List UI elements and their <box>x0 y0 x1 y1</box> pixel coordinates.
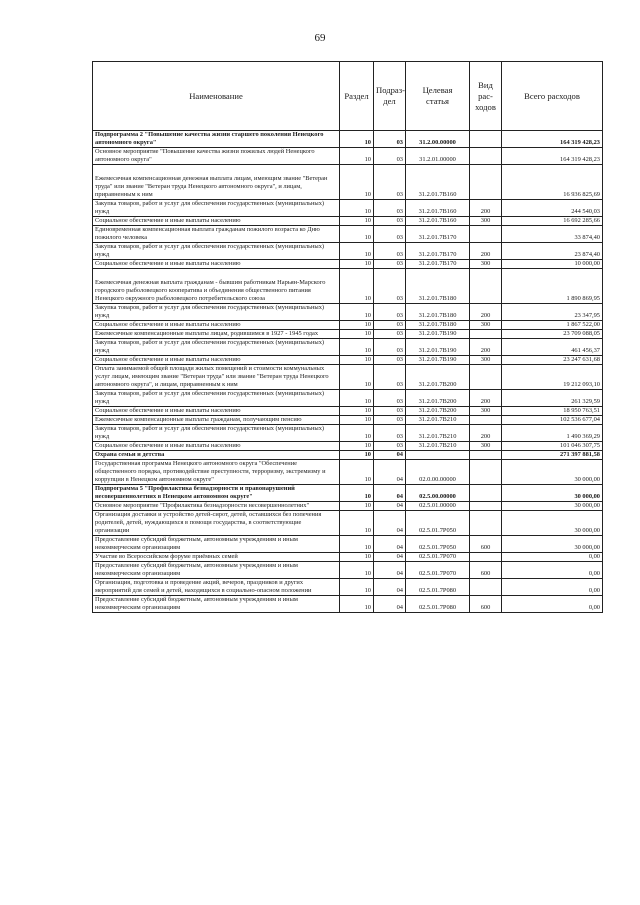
row-subsection: 04 <box>374 451 406 460</box>
row-section: 10 <box>340 511 374 536</box>
row-subsection: 03 <box>374 425 406 442</box>
row-amount: 30 000,00 <box>502 460 603 485</box>
table-row <box>93 416 603 425</box>
row-type <box>470 226 502 243</box>
row-section: 10 <box>340 226 374 243</box>
row-subsection: 04 <box>374 579 406 596</box>
row-name: Социальное обеспечение и иные выплаты населению <box>93 217 340 226</box>
row-subsection: 03 <box>374 217 406 226</box>
row-amount: 33 874,40 <box>502 226 603 243</box>
row-subsection: 03 <box>374 407 406 416</box>
row-amount: 23 347,95 <box>502 304 603 321</box>
row-section: 10 <box>340 217 374 226</box>
row-type: 300 <box>470 407 502 416</box>
table-row <box>93 502 603 511</box>
page-number: 69 <box>314 32 326 44</box>
row-amount: 1 890 869,95 <box>502 269 603 304</box>
row-section: 10 <box>340 200 374 217</box>
row-name: Участие во Всероссийском форуме приёмных семей <box>93 553 340 562</box>
row-type: 300 <box>470 321 502 330</box>
row-subsection: 03 <box>374 321 406 330</box>
table-body <box>93 131 603 613</box>
row-type <box>470 131 502 148</box>
row-name: Единовременная компенсационная выплата гражданам пожилого возраста ко Дню пожилого человека <box>93 226 340 243</box>
row-target: 31.2.01.7В200 <box>406 390 470 407</box>
row-name: Охрана семьи и детства <box>93 451 340 460</box>
row-target: 31.2.01.7В170 <box>406 226 470 243</box>
table-row <box>93 390 603 407</box>
row-type: 200 <box>470 304 502 321</box>
table-row <box>93 579 603 596</box>
row-target: 31.2.01.7В180 <box>406 269 470 304</box>
row-type <box>470 502 502 511</box>
table-row <box>93 243 603 260</box>
row-target: 02.5.01.7Р070 <box>406 562 470 579</box>
row-name: Закупка товаров, работ и услуг для обеспечения государственных (муниципальных) нужд <box>93 200 340 217</box>
row-section: 10 <box>340 390 374 407</box>
row-target: 31.2.01.7В190 <box>406 330 470 339</box>
row-amount: 10 000,00 <box>502 260 603 269</box>
row-target: 31.2.01.7В160 <box>406 200 470 217</box>
row-name: Государственная программа Ненецкого автономного округа "Обеспечение общественного порядка, противодействие преступности, терроризму, экстремизму и коррупции в Ненецком автономном округе" <box>93 460 340 485</box>
row-name: Закупка товаров, работ и услуг для обеспечения государственных (муниципальных) нужд <box>93 339 340 356</box>
row-subsection: 03 <box>374 356 406 365</box>
budget-table <box>92 61 603 613</box>
row-subsection: 04 <box>374 536 406 553</box>
table-row <box>93 407 603 416</box>
table-row <box>93 269 603 304</box>
row-name: Ежемесячные компенсационные выплаты лицам, родившимся в 1927 - 1945 годах <box>93 330 340 339</box>
header-section: Раздел <box>340 62 374 131</box>
row-name: Подпрограмма 2 "Повышение качества жизни старшего поколения Ненецкого автономного округа" <box>93 131 340 148</box>
table-row <box>93 425 603 442</box>
row-section: 10 <box>340 451 374 460</box>
row-subsection: 03 <box>374 442 406 451</box>
table-row <box>93 321 603 330</box>
row-target: 02.5.01.7Р080 <box>406 596 470 613</box>
row-section: 10 <box>340 356 374 365</box>
row-amount: 16 936 825,69 <box>502 165 603 200</box>
row-amount: 0,00 <box>502 579 603 596</box>
table-row <box>93 217 603 226</box>
header-total: Всего расходов <box>502 62 603 131</box>
row-amount: 1 867 522,00 <box>502 321 603 330</box>
row-subsection: 04 <box>374 485 406 502</box>
row-name: Оплата занимаемой общей площади жилых помещений и стоимости коммунальных услуг лицам, имеющим звание "Ветеран труда" или звание "Ветеран труда Ненецкого автономного округа", и лицам, приравненным к ним <box>93 365 340 390</box>
header-target: Целевая статья <box>406 62 470 131</box>
row-section: 10 <box>340 416 374 425</box>
row-section: 10 <box>340 269 374 304</box>
row-section: 10 <box>340 260 374 269</box>
row-section: 10 <box>340 339 374 356</box>
row-type <box>470 148 502 165</box>
row-target: 02.0.00.00000 <box>406 460 470 485</box>
table-row <box>93 330 603 339</box>
row-type: 300 <box>470 217 502 226</box>
row-subsection: 03 <box>374 243 406 260</box>
row-target: 02.5.01.7Р050 <box>406 536 470 553</box>
row-subsection: 03 <box>374 304 406 321</box>
row-name: Основное мероприятие "Профилактика безнадзорности несовершеннолетних" <box>93 502 340 511</box>
table-row <box>93 451 603 460</box>
row-name: Предоставление субсидий бюджетным, автономным учреждениям и иным некоммерческим организациям <box>93 536 340 553</box>
header-name: Наименование <box>93 62 340 131</box>
row-amount: 30 000,00 <box>502 502 603 511</box>
table-row <box>93 596 603 613</box>
row-subsection: 04 <box>374 596 406 613</box>
row-section: 10 <box>340 502 374 511</box>
row-target: 31.2.01.7В210 <box>406 425 470 442</box>
row-section: 10 <box>340 596 374 613</box>
row-section: 10 <box>340 165 374 200</box>
row-name: Основное мероприятие "Повышение качества жизни пожилых людей Ненецкого автономного округа" <box>93 148 340 165</box>
row-subsection: 04 <box>374 511 406 536</box>
row-amount: 16 692 285,66 <box>502 217 603 226</box>
row-amount: 164 319 428,23 <box>502 148 603 165</box>
row-name: Ежемесячная компенсационная денежная выплата лицам, имеющим звание "Ветеран труда" или звание "Ветеран труда Ненецкого автономного округа", и лицам, приравненным к ним <box>93 165 340 200</box>
row-target: 31.2.01.7В160 <box>406 217 470 226</box>
row-name: Социальное обеспечение и иные выплаты населению <box>93 442 340 451</box>
table-row <box>93 365 603 390</box>
row-subsection: 03 <box>374 390 406 407</box>
row-section: 10 <box>340 442 374 451</box>
row-amount: 0,00 <box>502 596 603 613</box>
row-name: Социальное обеспечение и иные выплаты населению <box>93 407 340 416</box>
row-target: 31.2.01.00000 <box>406 148 470 165</box>
row-type: 600 <box>470 536 502 553</box>
row-section: 10 <box>340 562 374 579</box>
row-target: 31.2.01.7В180 <box>406 304 470 321</box>
row-subsection: 03 <box>374 165 406 200</box>
row-target: 31.2.01.7В200 <box>406 407 470 416</box>
row-name: Организация, подготовка и проведение акций, вечеров, праздников и других мероприятий для семей и детей, находящихся в социально-опасном положении <box>93 579 340 596</box>
row-name: Ежемесячная денежная выплата гражданам - бывшим работникам Нарьян-Марского городского рыболовецкого кооператива и объединения общественного питания Ненецкого окружного рыболовецкого потребительского союза <box>93 269 340 304</box>
table-row <box>93 356 603 365</box>
row-name: Социальное обеспечение и иные выплаты населению <box>93 321 340 330</box>
row-target: 02.5.00.00000 <box>406 485 470 502</box>
row-amount: 102 536 677,04 <box>502 416 603 425</box>
row-subsection: 04 <box>374 460 406 485</box>
row-subsection: 03 <box>374 226 406 243</box>
row-type: 200 <box>470 339 502 356</box>
row-amount: 164 319 428,23 <box>502 131 603 148</box>
row-type <box>470 460 502 485</box>
table-row <box>93 562 603 579</box>
row-amount: 244 540,03 <box>502 200 603 217</box>
row-target: 31.2.01.7В160 <box>406 165 470 200</box>
row-section: 10 <box>340 536 374 553</box>
row-type <box>470 579 502 596</box>
row-name: Предоставление субсидий бюджетным, автономным учреждениям и иным некоммерческим организациям <box>93 596 340 613</box>
row-type <box>470 485 502 502</box>
table-row <box>93 165 603 200</box>
table-row <box>93 148 603 165</box>
row-amount: 101 046 307,75 <box>502 442 603 451</box>
row-subsection: 03 <box>374 339 406 356</box>
row-amount: 0,00 <box>502 553 603 562</box>
row-type <box>470 553 502 562</box>
table-row <box>93 536 603 553</box>
row-target: 31.2.01.7В190 <box>406 339 470 356</box>
row-type <box>470 165 502 200</box>
row-subsection: 04 <box>374 562 406 579</box>
row-section: 10 <box>340 407 374 416</box>
table-row <box>93 553 603 562</box>
row-type <box>470 451 502 460</box>
row-type <box>470 330 502 339</box>
row-subsection: 03 <box>374 260 406 269</box>
row-section: 10 <box>340 243 374 260</box>
row-section: 10 <box>340 365 374 390</box>
row-amount: 23 709 088,05 <box>502 330 603 339</box>
table-header-row <box>93 62 603 131</box>
row-name: Закупка товаров, работ и услуг для обеспечения государственных (муниципальных) нужд <box>93 390 340 407</box>
row-type: 300 <box>470 356 502 365</box>
row-amount: 461 456,37 <box>502 339 603 356</box>
row-type: 200 <box>470 390 502 407</box>
row-target: 31.2.01.7В190 <box>406 356 470 365</box>
table-row <box>93 511 603 536</box>
row-type: 600 <box>470 562 502 579</box>
row-target: 02.5.01.7Р080 <box>406 579 470 596</box>
row-section: 10 <box>340 579 374 596</box>
table-row <box>93 260 603 269</box>
row-name: Предоставление субсидий бюджетным, автономным учреждениям и иным некоммерческим организациям <box>93 562 340 579</box>
table-row <box>93 200 603 217</box>
row-target: 02.5.01.7Р070 <box>406 553 470 562</box>
header-type: Вид рас- ходов <box>470 62 502 131</box>
row-amount: 18 950 763,51 <box>502 407 603 416</box>
row-name: Ежемесячные компенсационные выплаты гражданам, получающим пенсию <box>93 416 340 425</box>
row-amount: 30 000,00 <box>502 536 603 553</box>
table-row <box>93 226 603 243</box>
row-amount: 1 490 369,29 <box>502 425 603 442</box>
row-type: 200 <box>470 243 502 260</box>
row-section: 10 <box>340 321 374 330</box>
row-section: 10 <box>340 460 374 485</box>
table-row <box>93 131 603 148</box>
row-section: 10 <box>340 553 374 562</box>
row-target: 31.2.01.7В210 <box>406 442 470 451</box>
row-target: 31.2.01.7В180 <box>406 321 470 330</box>
row-amount: 0,00 <box>502 562 603 579</box>
row-target: 31.2.00.00000 <box>406 131 470 148</box>
header-subsection: Подраз- дел <box>374 62 406 131</box>
table-row <box>93 339 603 356</box>
row-section: 10 <box>340 330 374 339</box>
row-subsection: 03 <box>374 148 406 165</box>
row-amount: 30 000,00 <box>502 485 603 502</box>
row-type: 200 <box>470 200 502 217</box>
row-subsection: 03 <box>374 269 406 304</box>
row-section: 10 <box>340 131 374 148</box>
row-section: 10 <box>340 425 374 442</box>
row-section: 10 <box>340 304 374 321</box>
row-type <box>470 365 502 390</box>
row-amount: 19 212 093,10 <box>502 365 603 390</box>
row-target: 31.2.01.7В210 <box>406 416 470 425</box>
row-section: 10 <box>340 485 374 502</box>
row-subsection: 04 <box>374 502 406 511</box>
row-type: 200 <box>470 425 502 442</box>
row-target: 31.2.01.7В200 <box>406 365 470 390</box>
row-target: 02.5.01.7Р050 <box>406 511 470 536</box>
row-subsection: 04 <box>374 553 406 562</box>
row-name: Закупка товаров, работ и услуг для обеспечения государственных (муниципальных) нужд <box>93 425 340 442</box>
row-type <box>470 416 502 425</box>
row-name: Социальное обеспечение и иные выплаты населению <box>93 260 340 269</box>
row-type: 300 <box>470 442 502 451</box>
row-section: 10 <box>340 148 374 165</box>
table-row <box>93 304 603 321</box>
row-amount: 30 000,00 <box>502 511 603 536</box>
row-name: Закупка товаров, работ и услуг для обеспечения государственных (муниципальных) нужд <box>93 243 340 260</box>
row-subsection: 03 <box>374 330 406 339</box>
row-name: Организация доставки и устройство детей-сирот, детей, оставшихся без попечения родителей, детей, нуждающихся в помощи государства, в соответствующие организации <box>93 511 340 536</box>
table-row <box>93 485 603 502</box>
row-target: 02.5.01.00000 <box>406 502 470 511</box>
row-target <box>406 451 470 460</box>
row-amount: 271 397 881,58 <box>502 451 603 460</box>
row-type: 600 <box>470 596 502 613</box>
table-row <box>93 442 603 451</box>
row-amount: 23 247 631,68 <box>502 356 603 365</box>
table-row <box>93 460 603 485</box>
row-name: Подпрограмма 5 "Профилактика безнадзорности и правонарушений несовершеннолетних в Ненецком автономном округе" <box>93 485 340 502</box>
row-name: Закупка товаров, работ и услуг для обеспечения государственных (муниципальных) нужд <box>93 304 340 321</box>
row-target: 31.2.01.7В170 <box>406 260 470 269</box>
row-name: Социальное обеспечение и иные выплаты населению <box>93 356 340 365</box>
row-target: 31.2.01.7В170 <box>406 243 470 260</box>
row-type <box>470 269 502 304</box>
row-type <box>470 511 502 536</box>
row-amount: 261 329,59 <box>502 390 603 407</box>
row-subsection: 03 <box>374 131 406 148</box>
row-subsection: 03 <box>374 416 406 425</box>
row-type: 300 <box>470 260 502 269</box>
row-subsection: 03 <box>374 200 406 217</box>
row-subsection: 03 <box>374 365 406 390</box>
row-amount: 23 874,40 <box>502 243 603 260</box>
